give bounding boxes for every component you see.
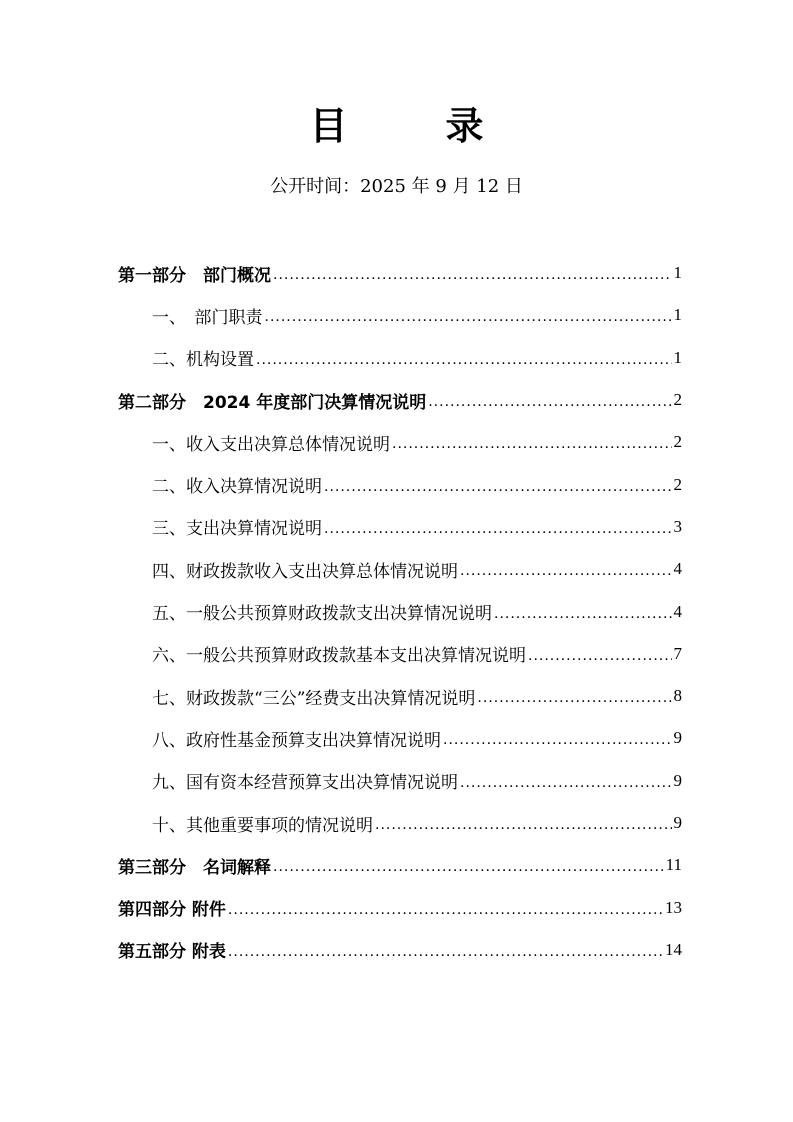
- toc-dot-leader: [256, 352, 672, 368]
- toc-page-number: 1: [673, 347, 682, 367]
- table-of-contents: [118, 252, 682, 971]
- toc-page-number: 14: [665, 939, 682, 959]
- toc-entry-2-7[interactable]: [118, 675, 682, 717]
- toc-entry-label: 第三部分 名词解释: [118, 857, 271, 878]
- toc-dot-leader: [228, 944, 663, 960]
- toc-entry-part-1[interactable]: [118, 252, 682, 294]
- toc-entry-1-1[interactable]: [118, 294, 682, 336]
- toc-entry-part-3[interactable]: [118, 844, 682, 886]
- toc-entry-2-2[interactable]: [118, 463, 682, 505]
- toc-entry-label: 一、 部门职责: [152, 307, 263, 328]
- toc-entry-label: 六、一般公共预算财政拨款基本支出决算情况说明: [152, 646, 526, 667]
- toc-entry-2-4[interactable]: [118, 548, 682, 590]
- toc-entry-label: 三、支出决算情况说明: [152, 519, 322, 540]
- toc-dot-leader: [460, 563, 672, 579]
- toc-entry-label: 第五部分 附表: [118, 942, 226, 963]
- toc-entry-part-4[interactable]: [118, 886, 682, 928]
- page-title: 目 录: [309, 103, 514, 148]
- toc-entry-label: 二、收入决算情况说明: [152, 477, 322, 498]
- toc-page-number: 4: [673, 601, 682, 621]
- toc-entry-label: 一、收入支出决算总体情况说明: [152, 434, 390, 455]
- toc-dot-leader: [324, 521, 672, 537]
- toc-dot-leader: [392, 436, 672, 452]
- toc-entry-label: 九、国有资本经营预算支出决算情况说明: [152, 773, 458, 794]
- toc-page-number: 9: [673, 770, 682, 790]
- toc-page-number: 9: [673, 728, 682, 748]
- toc-entry-2-9[interactable]: [118, 760, 682, 802]
- toc-entry-label: 第四部分 附件: [118, 900, 226, 921]
- toc-entry-2-1[interactable]: [118, 421, 682, 463]
- toc-page-number: 11: [665, 855, 682, 875]
- toc-dot-leader: [375, 817, 672, 833]
- toc-entry-label: 十、其他重要事项的情况说明: [152, 815, 373, 836]
- toc-entry-label: 五、一般公共预算财政拨款支出决算情况说明: [152, 604, 492, 625]
- toc-dot-leader: [428, 394, 671, 410]
- toc-dot-leader: [494, 606, 672, 622]
- toc-entry-1-2[interactable]: [118, 337, 682, 379]
- toc-entry-2-6[interactable]: [118, 633, 682, 675]
- toc-dot-leader: [273, 267, 672, 283]
- toc-dot-leader: [528, 648, 672, 664]
- toc-dot-leader: [265, 309, 672, 325]
- toc-entry-label: 四、财政拨款收入支出决算总体情况说明: [152, 561, 458, 582]
- toc-page-number: 2: [673, 474, 682, 494]
- toc-entry-part-5[interactable]: [118, 929, 682, 971]
- toc-dot-leader: [324, 479, 672, 495]
- toc-entry-label: 八、政府性基金预算支出决算情况说明: [152, 730, 441, 751]
- toc-page-number: 1: [673, 263, 682, 283]
- toc-entry-label: 二、机构设置: [152, 350, 254, 371]
- toc-entry-2-3[interactable]: [118, 506, 682, 548]
- publish-date: 公开时间：2025 年 9 月 12 日: [270, 176, 523, 197]
- toc-dot-leader: [477, 690, 671, 706]
- toc-entry-label: 第一部分 部门概况: [118, 265, 271, 286]
- toc-page-number: 13: [665, 897, 682, 917]
- toc-entry-label: 七、财政拨款“三公”经费支出决算情况说明: [152, 688, 476, 709]
- toc-page-number: 2: [673, 390, 682, 410]
- toc-page-number: 9: [673, 813, 682, 832]
- toc-entry-label: 第二部分 2024 年度部门决算情况说明: [118, 392, 427, 413]
- toc-entry-2-8[interactable]: [118, 717, 682, 759]
- toc-page-number: 3: [673, 516, 682, 536]
- toc-dot-leader: [443, 732, 672, 748]
- toc-page-number: 1: [673, 305, 682, 325]
- toc-entry-part-2[interactable]: [118, 379, 682, 421]
- toc-page-number: 2: [673, 432, 682, 452]
- toc-entry-2-5[interactable]: [118, 590, 682, 632]
- toc-page-number: 7: [673, 643, 682, 663]
- toc-page-number: 8: [673, 686, 682, 706]
- toc-dot-leader: [273, 859, 664, 875]
- toc-entry-2-10[interactable]: [118, 802, 682, 844]
- toc-dot-leader: [460, 775, 672, 791]
- toc-page-number: 4: [673, 559, 682, 579]
- toc-dot-leader: [228, 902, 663, 918]
